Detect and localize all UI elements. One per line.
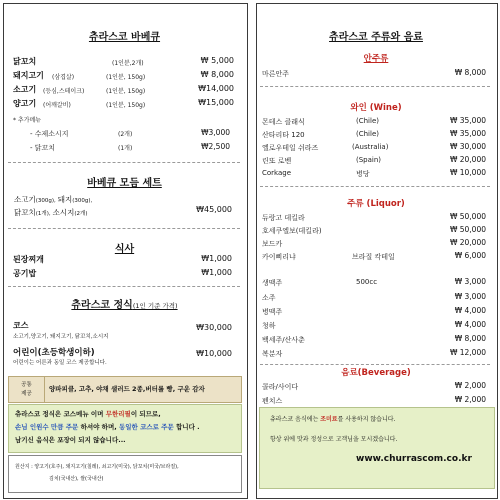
notice-text: 합니다 .	[176, 423, 200, 431]
drink-item-name: 청하	[262, 322, 276, 330]
section-heading-liquor: 주류 (Liquor)	[347, 199, 405, 209]
origin-text: 원산지 : 양고기(호주), 돼지고기(칠레), 쇠고기(미국), 닭꼬치(미국/브라질),	[15, 464, 179, 470]
drink-item-price: ₩ 4,000	[454, 320, 486, 329]
drink-item-name: 복분자	[262, 350, 283, 358]
notice-text: 하셔야 하며,	[80, 423, 117, 431]
common-label: 제공	[21, 391, 32, 397]
divider	[8, 162, 240, 163]
footer-text: 항상 위에 맛과 정성으로 고객님을 모시겠습니다.	[270, 436, 398, 443]
drink-item-price: ₩ 2,000	[454, 395, 486, 404]
drink-item-price: ₩ 12,000	[449, 348, 486, 357]
origin-box	[8, 455, 242, 493]
bbq-item-price: ₩ 8,000	[200, 70, 234, 79]
notice-emphasis: 손님 인원수 만큼 주문	[15, 423, 79, 431]
bbq-item-qty: (1인분, 150g)	[106, 88, 146, 95]
drink-item-price: ₩ 20,000	[449, 238, 486, 247]
drink-item-price: ₩ 3,000	[454, 277, 486, 286]
drink-item-name: 몬테스 클래식	[262, 118, 305, 126]
bbq-item-note: (등심,스테이크)	[43, 88, 85, 95]
drink-item-name: 보드카	[262, 240, 283, 248]
notice-emphasis: 무한리필	[105, 410, 131, 418]
extra-item-qty: (2개)	[118, 131, 133, 138]
divider	[260, 86, 490, 87]
course-name: 코스	[13, 321, 29, 330]
bbq-item-qty: (1인분, 150g)	[106, 74, 146, 81]
set-price: ₩45,000	[196, 205, 232, 214]
common-label-box	[9, 377, 45, 402]
set-item: 소고기	[14, 195, 36, 204]
meal-item-price: ₩1,000	[201, 254, 232, 263]
drink-item-price: ₩ 20,000	[449, 155, 486, 164]
notice-text: 남기신 음식은 포장이 되지 않습니다...	[15, 436, 126, 444]
bbq-item-name: 돼지고기	[13, 71, 44, 80]
extra-item-price: ₩2,500	[201, 142, 230, 151]
kids-price: ₩10,000	[196, 349, 232, 358]
drink-item-price: ₩ 50,000	[449, 212, 486, 221]
meal-item-name: 공기밥	[13, 269, 37, 278]
drink-item-origin: (Spain)	[356, 156, 382, 164]
section-heading-wine: 와인 (Wine)	[350, 103, 402, 113]
drink-item-price: ₩ 8,000	[454, 334, 486, 343]
extra-item-name: - 수제소시지	[30, 130, 69, 138]
drink-item-name: 콜라/사이다	[262, 383, 299, 391]
set-item-qty: (1개),	[35, 211, 51, 217]
extra-item-name: - 닭꼬치	[30, 144, 56, 152]
drink-item-origin: (Chile)	[356, 117, 379, 125]
set-item-qty: (300g),	[72, 198, 93, 204]
extra-menu-label: * 추가메뉴	[13, 117, 42, 124]
bbq-item-name: 소고기	[13, 85, 37, 94]
drink-item-name: 병맥주	[262, 308, 283, 316]
drink-item-name: 옐로우테일 쉬라즈	[262, 144, 319, 152]
drink-item-price: ₩ 3,000	[454, 292, 486, 301]
website-url: www.churrascom.co.kr	[356, 454, 472, 464]
drink-item-price: ₩ 2,000	[454, 381, 486, 390]
common-provided-box	[8, 376, 242, 403]
drink-item-price: ₩ 50,000	[449, 225, 486, 234]
bbq-item-price: ₩ 5,000	[200, 56, 234, 65]
meal-item-name: 된장찌개	[13, 255, 44, 264]
bbq-item-note: (어깨갈비)	[43, 102, 71, 109]
divider	[8, 228, 240, 229]
divider	[8, 286, 240, 287]
drink-item-name: 백세주/산사춘	[262, 336, 305, 344]
notice-text: 이 되므로,	[130, 410, 161, 418]
kids-desc: 어린이는 어른과 동일 코스 제공합니다.	[13, 360, 107, 366]
course-desc: 소고기,양고기, 돼지고기, 닭꼬치,소시지	[13, 334, 109, 340]
section-heading-snacks: 안주류	[363, 54, 389, 64]
drink-item-origin: (Australia)	[352, 143, 389, 151]
course-price: ₩30,000	[196, 323, 232, 332]
set-item-qty: (2개)	[74, 211, 88, 217]
drink-item-name: 마른안주	[262, 70, 290, 78]
drink-item-price: ₩ 30,000	[449, 142, 486, 151]
meal-item-price: ₩1,000	[201, 268, 232, 277]
notice-emphasis: 동일한 코스로 주문	[118, 423, 174, 431]
bbq-item-price: ₩14,000	[198, 84, 234, 93]
drink-item-price: ₩ 35,000	[449, 116, 486, 125]
bbq-item-note: (삼겹살)	[52, 74, 75, 81]
drink-item-price: ₩ 35,000	[449, 129, 486, 138]
section-heading-beverage: 음료(Beverage)	[341, 368, 411, 378]
drink-item-note: 500cc	[356, 278, 378, 286]
drink-item-note: 브라질 칵테일	[352, 253, 395, 261]
drink-item-price: ₩ 8,000	[454, 68, 486, 77]
set-item: 돼지	[57, 195, 73, 204]
drink-item-name: 펜치스	[262, 397, 283, 405]
kids-name: 어린이(초등학생이하)	[13, 348, 95, 358]
set-item: 닭꼬치	[14, 208, 36, 217]
notice-text: 츄라스코 정식은 코스메뉴 이며	[15, 410, 104, 418]
course-heading	[3, 296, 246, 311]
drink-item-name: 린또 로벤	[262, 157, 292, 165]
footer-text: 츄라스코 음식에는	[270, 416, 319, 423]
drink-item-origin: (Chile)	[356, 130, 379, 138]
notice-box	[8, 404, 242, 453]
drink-item-name: 듀랑고 데킬라	[262, 214, 305, 222]
set-title: 바베큐 모듬 세트	[87, 178, 162, 189]
bbq-title: 츄라스코 바베큐	[88, 32, 161, 43]
drink-item-name: 소주	[262, 294, 276, 302]
drink-item-note: 병당	[356, 170, 370, 178]
divider	[260, 364, 490, 365]
origin-text: 김치(국내산), 쌀(국내산)	[49, 476, 104, 482]
set-item: 소시지	[52, 208, 75, 217]
bbq-item-name: 닭꼬치	[13, 57, 37, 66]
course-title-note: (1인 기준 가격)	[132, 302, 178, 310]
drink-item-name: 생맥주	[262, 279, 283, 287]
bbq-item-qty: (1인분, 150g)	[106, 102, 146, 109]
common-text: 양파피클, 고추, 야채 샐러드 2종,버터롤 빵, 구운 감자	[49, 385, 205, 393]
drink-item-name: Corkage	[262, 169, 292, 177]
course-title: 츄라스코 정식	[71, 300, 133, 311]
extra-item-price: ₩3,000	[201, 128, 230, 137]
footer-notice-box	[259, 407, 495, 489]
drink-item-price: ₩ 6,000	[454, 251, 486, 260]
drink-item-price: ₩ 10,000	[449, 168, 486, 177]
drink-item-name: 호세쿠엘보(데킬라)	[262, 227, 322, 235]
footer-emphasis: 조미료	[320, 416, 338, 423]
meal-title: 식사	[114, 244, 135, 255]
drink-item-name: 카이삐리냐	[262, 253, 296, 261]
extra-item-qty: (1개)	[118, 145, 133, 152]
drink-item-name: 산타리타 120	[262, 131, 305, 139]
common-label: 공통	[21, 382, 32, 388]
set-item-qty: (300g),	[35, 198, 56, 204]
drink-item-price: ₩ 4,000	[454, 306, 486, 315]
footer-text: 를 사용하지 않습니다.	[337, 416, 396, 423]
bbq-item-name: 양고기	[13, 99, 37, 108]
bbq-item-qty: (1인분,2개)	[112, 60, 144, 67]
divider	[260, 186, 490, 187]
bbq-item-price: ₩15,000	[198, 98, 234, 107]
drinks-title: 츄라스코 주류와 음료	[329, 32, 423, 43]
